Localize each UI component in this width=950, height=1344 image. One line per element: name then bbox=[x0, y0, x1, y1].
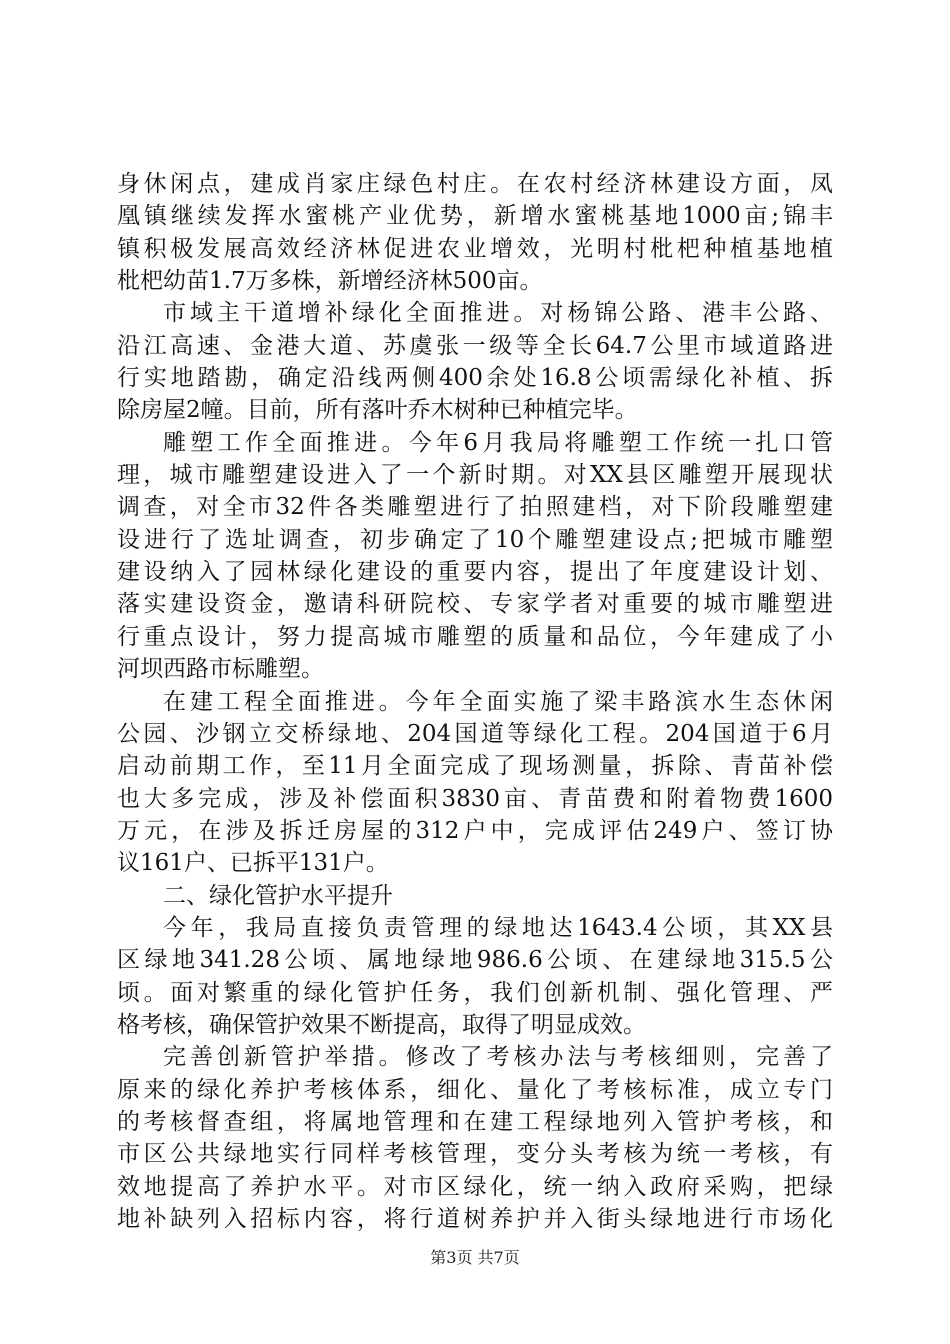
document-body bbox=[117, 168, 833, 1235]
text-line: 区绿地341.28公顷、属地绿地986.6公顷、在建绿地315.5公 bbox=[117, 947, 833, 974]
text-line: 的考核督查组，将属地管理和在建工程绿地列入管护考核，和 bbox=[117, 1108, 833, 1135]
section-heading bbox=[117, 880, 833, 912]
paragraph bbox=[117, 686, 833, 880]
text-line: 市区公共绿地实行同样考核管理，变分头考核为统一考核，有 bbox=[117, 1141, 833, 1168]
text-line: 身休闲点，建成肖家庄绿色村庄。在农村经济林建设方面，凤 bbox=[117, 171, 833, 197]
text-line: 顷。面对繁重的绿化管护任务，我们创新机制、强化管理、严 bbox=[117, 979, 833, 1006]
paragraph bbox=[117, 912, 833, 1041]
text-line: 建设纳入了园林绿化建设的重要内容，提出了年度建设计划、 bbox=[117, 559, 833, 586]
text-line: 格考核，确保管护效果不断提高，取得了明显成效。 bbox=[117, 1011, 646, 1038]
text-line: 效地提高了养护水平。对市区绿化，统一纳入政府采购，把绿 bbox=[117, 1173, 833, 1200]
text-line: 万元，在涉及拆迁房屋的312户中，完成评估249户、签订协 bbox=[117, 817, 833, 844]
text-line: 在建工程全面推进。今年全面实施了梁丰路滨水生态休闲 bbox=[163, 688, 833, 715]
text-line: 议161户、已拆平131户。 bbox=[117, 850, 389, 877]
text-line: 除房屋2幢。目前，所有落叶乔木树种已种植完毕。 bbox=[117, 397, 638, 424]
text-line: 设进行了选址调查，初步确定了10个雕塑建设点;把城市雕塑 bbox=[117, 526, 833, 553]
text-line: 完善创新管护举措。修改了考核办法与考核细则，完善了 bbox=[163, 1044, 833, 1071]
paragraph bbox=[117, 427, 833, 686]
text-line: 镇积极发展高效经济林促进农业增效，光明村枇杷种植基地植 bbox=[117, 235, 833, 262]
text-line: 行重点设计，努力提高城市雕塑的质量和品位，今年建成了小 bbox=[117, 623, 833, 650]
text-line: 地补缺列入招标内容，将行道树养护并入街头绿地进行市场化 bbox=[117, 1206, 833, 1232]
paragraph bbox=[117, 168, 833, 297]
text-line: 理，城市雕塑建设进入了一个新时期。对XX县区雕塑开展现状 bbox=[117, 462, 833, 489]
text-line: 雕塑工作全面推进。今年6月我局将雕塑工作统一扎口管 bbox=[163, 429, 833, 456]
text-line: 公园、沙钢立交桥绿地、204国道等绿化工程。204国道于6月 bbox=[117, 720, 833, 747]
paragraph bbox=[117, 297, 833, 426]
text-line: 二、绿化管护水平提升 bbox=[163, 882, 393, 909]
text-line: 市域主干道增补绿化全面推进。对杨锦公路、港丰公路、 bbox=[163, 300, 833, 327]
text-line: 启动前期工作，至11月全面完成了现场测量，拆除、青苗补偿 bbox=[117, 753, 833, 780]
text-line: 凰镇继续发挥水蜜桃产业优势，新增水蜜桃基地1000亩;锦丰 bbox=[117, 203, 833, 230]
paragraph bbox=[117, 1041, 833, 1235]
text-line: 落实建设资金，邀请科研院校、专家学者对重要的城市雕塑进 bbox=[117, 591, 833, 618]
text-line: 沿江高速、金港大道、苏虞张一级等全长64.7公里市域道路进 bbox=[117, 332, 833, 359]
text-line: 河坝西路市标雕塑。 bbox=[117, 656, 324, 683]
page-footer: 第3页 共7页 bbox=[430, 1248, 520, 1267]
text-line: 行实地踏勘，确定沿线两侧400余处16.8公顷需绿化补植、拆 bbox=[117, 365, 833, 392]
text-line: 也大多完成，涉及补偿面积3830亩、青苗费和附着物费1600 bbox=[117, 785, 833, 812]
text-line: 原来的绿化养护考核体系，细化、量化了考核标准，成立专门 bbox=[117, 1076, 833, 1103]
text-line: 今年，我局直接负责管理的绿地达1643.4公顷，其XX县 bbox=[163, 914, 833, 941]
text-line: 枇杷幼苗1.7万多株，新增经济林500亩。 bbox=[117, 268, 543, 295]
text-line: 调查，对全市32件各类雕塑进行了拍照建档，对下阶段雕塑建 bbox=[117, 494, 833, 521]
